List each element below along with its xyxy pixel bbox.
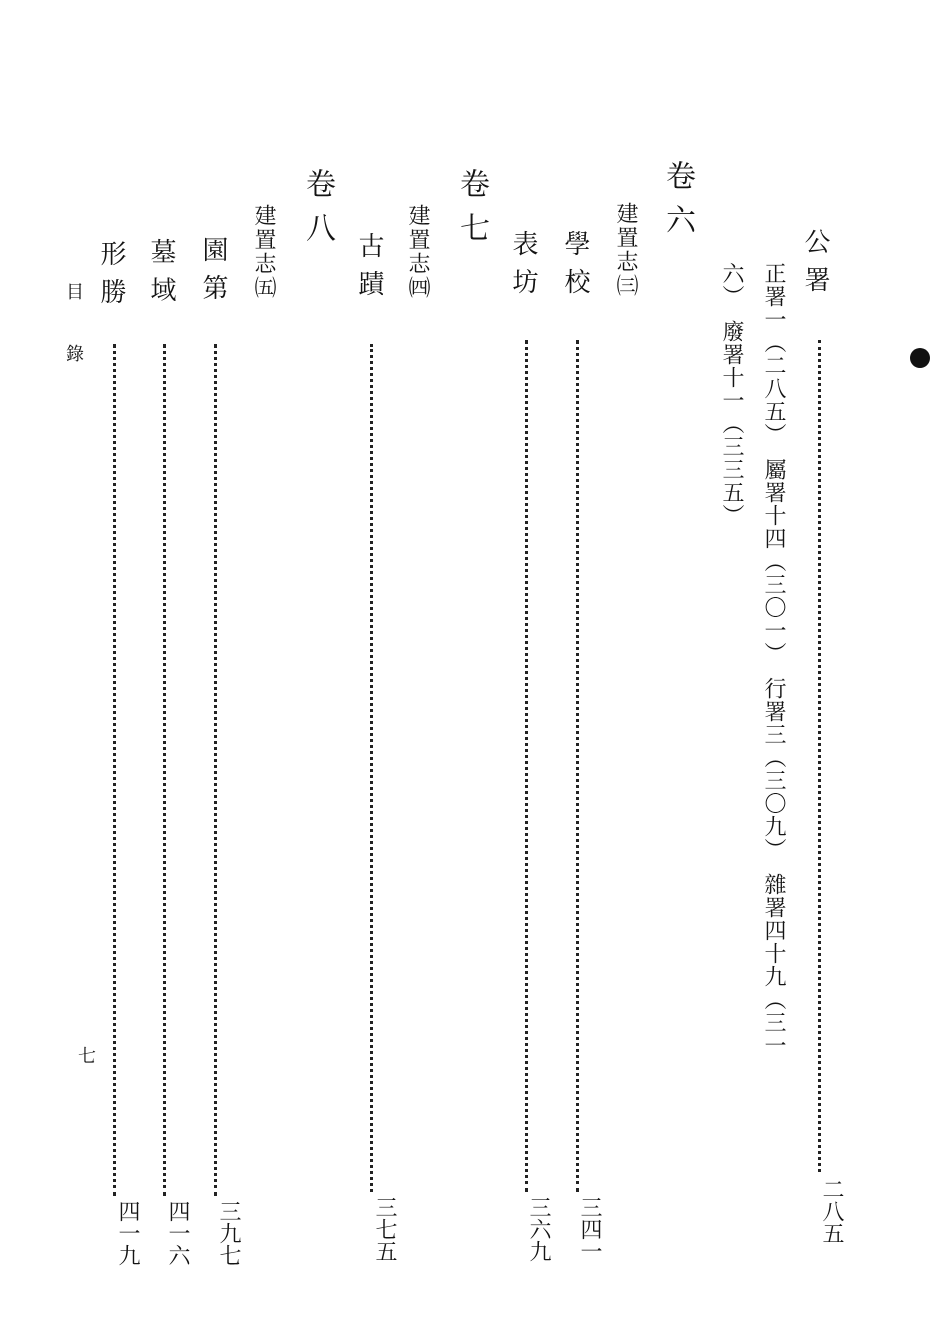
ink-spot xyxy=(910,348,930,368)
entry-page-gongshu: 二八五 xyxy=(819,1178,844,1244)
entry-label-xuexiao: 學校 xyxy=(560,230,590,306)
leader-dots-xingsheng xyxy=(113,344,116,1196)
leader-dots-muyu xyxy=(163,344,166,1196)
subentry-notes-line1: 正署一（二八五） 屬署十四（三〇一） 行署三（三〇九） 雜署四十九（三一 xyxy=(761,262,786,1057)
margin-page-number: 七 xyxy=(75,1046,96,1064)
leader-dots-yuandi xyxy=(214,344,217,1196)
subentry-notes-line2: 六） 廢署十一（三三五） xyxy=(719,262,744,527)
entry-page-yuandi: 三九七 xyxy=(216,1200,241,1266)
margin-title: 目錄 xyxy=(63,282,84,406)
volume-heading-8: 卷八 xyxy=(300,168,335,256)
section-title-7: 建置志㈣ xyxy=(405,204,430,300)
entry-page-biaofang: 三六九 xyxy=(526,1196,551,1262)
entry-page-muyu: 四一六 xyxy=(165,1200,190,1266)
leader-dots-guji xyxy=(370,344,373,1192)
entry-label-guji: 古蹟 xyxy=(354,232,384,308)
entry-label-biaofang: 表坊 xyxy=(508,230,538,306)
section-title-6: 建置志㈢ xyxy=(613,202,638,298)
entry-label-gongshu: 公署 xyxy=(800,228,830,304)
leader-dots-xuexiao xyxy=(576,340,579,1192)
entry-page-guji: 三七五 xyxy=(372,1196,397,1262)
volume-heading-7: 卷七 xyxy=(454,168,489,256)
entry-label-muyu: 墓域 xyxy=(146,238,176,314)
section-title-8: 建置志㈤ xyxy=(251,204,276,300)
entry-page-xuexiao: 三四一 xyxy=(577,1196,602,1262)
entry-label-xingsheng: 形勝 xyxy=(96,240,126,316)
leader-dots-biaofang xyxy=(525,340,528,1192)
entry-page-xingsheng: 四一九 xyxy=(115,1200,140,1266)
entry-label-yuandi: 園第 xyxy=(198,236,228,312)
volume-heading-6: 卷六 xyxy=(660,160,695,248)
leader-dots-gongshu xyxy=(818,340,821,1172)
